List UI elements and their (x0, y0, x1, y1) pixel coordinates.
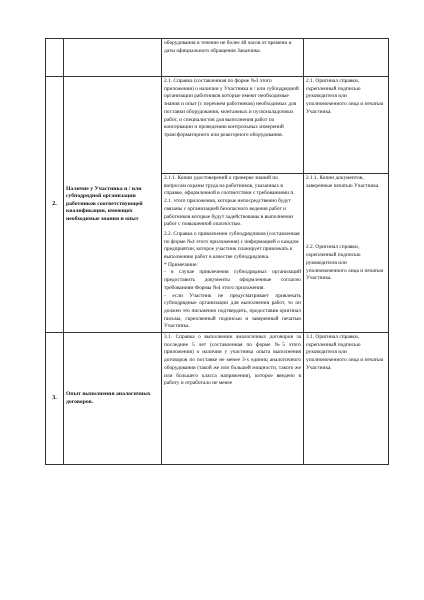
row2-requirement-cell (162, 77, 304, 174)
row2-1-1-confirmation-cell (304, 174, 389, 333)
row3-requirement-cell (162, 333, 304, 465)
requirement-2-2: 2.2. Справка о привлечении субподрядчиков (составленная по форме №4 этого приложения) с информацией о каждом предприятии, которое участник планирует привлекать к выполнению работ в качестве субподрядчика. (164, 230, 300, 261)
row2-confirmation-cell (304, 77, 389, 174)
table-row (46, 77, 389, 174)
row3-number: 3. (46, 333, 64, 465)
row1-number-cell (46, 39, 64, 77)
row2-number: 2. (46, 77, 64, 333)
note-1: - в случае привлечения субподрядных организаций предоставить документы оформленные согласно требованиям Формы №4 этого приложения. (164, 269, 301, 291)
note-2: - если Участник не предусматривает привлекать субподрядные организации для выполнения работ, то он должен это письменно подтвердить, предоставив оригинал письма, скрепленный подписью и заверенный печатью Участника. (164, 292, 301, 330)
row1-requirement-cell (162, 39, 304, 77)
row2-criterion: Наличие у Участника и / или субподрядной организации работников соответствующей квалификации, имеющих необходимые знания и опыт (64, 77, 162, 333)
table-row (46, 333, 389, 465)
row1-criterion-cell (64, 39, 162, 77)
confirmation-2-1: 2.1. Оригинал справки, скрепленный подписью руководителя или уполномоченного лица и печатью Участника. (306, 78, 384, 115)
row3-confirmation-cell (304, 333, 389, 465)
requirement-2-1-1: 2.1.1. Копии удостоверений о проверке знаний по вопросам охраны труда на работников, указанных в справке, оформленной в соответствии с требованиями п. 2.1. этого приложения, которые непосредственно будут связаны с организацией безопасного ведения работ и работников которые будут задействованы в выполнении работ с повышенной опасностью. (164, 175, 295, 228)
row1-confirmation-cell (304, 39, 389, 77)
row1-requirement-text: оборудования в течение не более 48 часов от времени и даты официального обращения Заказчика. (164, 40, 292, 54)
table-row (46, 39, 389, 77)
row3-criterion: Опыт выполнения аналогичных договоров. (64, 333, 162, 465)
confirmation-2-2: 2.2. Оригинал справки, скрепленный подписью руководителя или уполномоченного лица и печатью Участника. (306, 244, 384, 282)
note-title: * Примечание: (164, 261, 198, 268)
confirmation-3-1: 3.1. Оригинал справки, скрепленный подписью руководителя или уполномоченного лица и печатью Участника. (306, 334, 384, 371)
confirmation-2-1-1: 2.1.1. Копии документов, заверенные печатью Участника. (306, 175, 380, 189)
requirement-3-1: 3.1. Справка о выполнении аналогичных договоров за последние 5 лет (составленная по форме №5 этого приложения) о наличии у участника опыта выполнения договоров по поставке не менее 3-х единиц аналогичного оборудования (такой же или большей мощности, такого же или большего класса напряжения), которое введено в работу и отработало не менее (164, 334, 301, 387)
requirements-table (45, 38, 389, 465)
requirement-2-1: 2.1. Справка (составленная по форме №3 этого приложения) о наличии у Участника и / или субподрядной организации работников которые имеют необходимые знания и опыт (с перечнем работников) необходимых для поставки оборудования, монтажных и пусконаладочных работ, и специалистов для выполнения работ по консервации и проведению контрольных измерений трансформаторного или реакторного оборудования. (164, 78, 299, 138)
row2-1-1-requirement-cell (162, 174, 304, 333)
